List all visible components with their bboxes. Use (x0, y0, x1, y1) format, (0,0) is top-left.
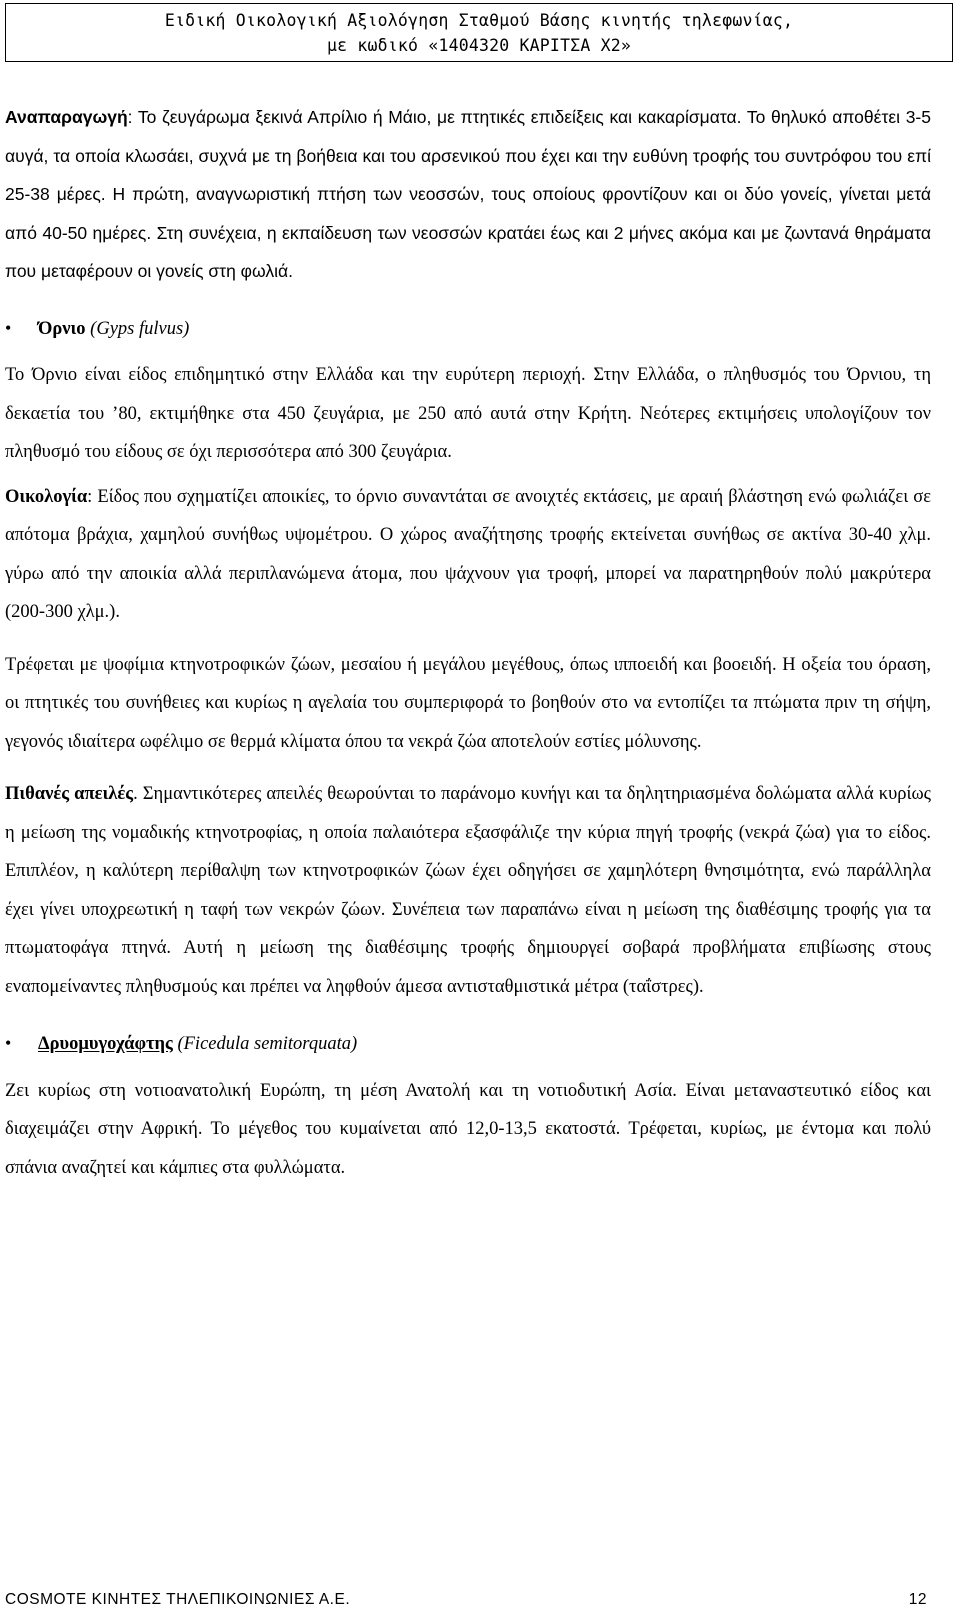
vulture-intro-paragraph: Το Όρνιο είναι είδος επιδημητικό στην Ελλάδα και την ευρύτερη περιοχή. Στην Ελλάδα, ο πληθυσμός του Όρνιου, τη δεκαετία του ’80, εκτιμήθηκε στα 450 ζευγάρια, με 250 από αυτά στην Κρήτη. Νεότερες εκτιμήσεις υπολογίζουν τον πληθυσμό του είδους σε όχι περισσότερα από 300 ζευγάρια. (5, 365, 931, 462)
ecology-text: : Είδος που σχηματίζει αποικίες, το όρνιο συναντάται σε ανοιχτές εκτάσεις, με αραιή βλάστηση ενώ φωλιάζει σε απότομα βράχια, χαμηλού συνήθως υψομέτρου. Ο χώρος αναζήτησης τροφής εκτείνεται συνήθως σε ακτίνα 30-40 χλμ. γύρω από την αποικία αλλά περιπλανώμενα άτομα, που ψάχνουν για τροφή, μπορεί να παρατηρηθούν πολύ μακρύτερα (200-300 χλμ.). (5, 486, 931, 622)
bullet-icon: • (5, 317, 12, 338)
page-header (5, 3, 953, 62)
species-name: Δρυομυγοχάφτης (38, 1034, 173, 1054)
footer-company: COSMOTE ΚΙΝΗΤΕΣ ΤΗΛΕΠΙΚΟΙΝΩΝΙΕΣ Α.Ε. (5, 1591, 351, 1608)
threats-label: Πιθανές απειλές (5, 784, 134, 804)
bullet-icon: • (5, 1033, 12, 1053)
reproduction-text: : Το ζευγάρωμα ξεκινά Απρίλιο ή Μάιο, με πτητικές επιδείξεις και κακαρίσματα. Το θηλυκό αποθέτει 3-5 αυγά, τα οποία κλωσάει, συχνά με τη βοήθεια και του αρσενικού που έχει και την ευθύνη τροφής του συντρόφου του επί 25-38 μέρες. Η πρώτη, αναγνωριστική πτήση των νεοσσών, τους οποίους φροντίζουν και οι δύο γονείς, γίνεται μετά από 40-50 ημέρες. Στη συνέχεια, η εκπαίδευση των νεοσσών κρατάει έως και 2 μήνες ακόμα και με ζωντανά θηράματα που μεταφέρουν οι γονείς στη φωλιά. (5, 107, 931, 281)
reproduction-label: Αναπαραγωγή (5, 107, 128, 127)
page-footer (5, 1591, 931, 1609)
species-name: Όρνιο (38, 318, 86, 339)
species-latin-name: (Ficedula semitorquata) (177, 1034, 358, 1054)
document-body (5, 98, 931, 1187)
ecology-label: Οικολογία (5, 486, 88, 507)
header-title-line1: Ειδική Οικολογική Αξιολόγηση Σταθμού Βάσης κινητής τηλεφωνίας, (164, 11, 794, 30)
header-title-line2: με κωδικό «1404320 ΚΑΡΙΤΣΑ Χ2» (326, 36, 631, 55)
reproduction-paragraph (5, 98, 931, 291)
vulture-ecology-paragraph (5, 478, 931, 632)
species-heading-flycatcher (5, 1024, 931, 1064)
page-number: 12 (908, 1591, 927, 1608)
species-heading-vulture (5, 309, 931, 349)
threats-text: . Σημαντικότερες απειλές θεωρούνται το παράνομο κυνήγι και τα δηλητηριασμένα δολώματα αλλά κυρίως η μείωση της νομαδικής κτηνοτροφίας, η οποία παλαιότερα εξασφάλιζε την κύρια πηγή τροφής (νεκρά ζώα) για το είδος. Επιπλέον, η καλύτερη περίθαλψη των κτηνοτροφικών ζώων έχει οδηγήσει σε χαμηλότερη θνησιμότητα, ενώ παράλληλα έχει γίνει υποχρεωτική η ταφή των νεκρών ζώων. Συνέπεια των παραπάνω είναι η μείωση της διαθέσιμης τροφής για τα πτωματοφάγα πτηνά. Αυτή η μείωση της διαθέσιμης τροφής δημιουργεί σοβαρά προβλήματα επιβίωσης στους εναπομείναντες πληθυσμούς και πρέπει να ληφθούν άμεσα αντισταθμιστικά μέτρα (ταΐστρες). (5, 784, 931, 997)
vulture-feeding-paragraph: Τρέφεται με ψοφίμια κτηνοτροφικών ζώων, μεσαίου ή μεγάλου μεγέθους, όπως ιπποειδή και βοοειδή. Η οξεία του όραση, οι πτητικές του συνήθειες και κυρίως η αγελαία του συμπεριφορά το βοηθούν στο να εντοπίζει τα πτώματα πριν τη σήψη, γεγονός ιδιαίτερα ωφέλιμο σε θερμά κλίματα όπου τα νεκρά ζώα αποτελούν εστίες μόλυνσης. (5, 654, 931, 752)
flycatcher-paragraph: Ζει κυρίως στη νοτιοανατολική Ευρώπη, τη μέση Ανατολή και τη νοτιοδυτική Ασία. Είναι μεταναστευτικό είδος και διαχειμάζει στην Αφρική. Το μέγεθος του κυμαίνεται από 12,0-13,5 εκατοστά. Τρέφεται, κυρίως, με έντομα και πολύ σπάνια αναζητεί και κάμπιες στα φυλλώματα. (5, 1080, 931, 1178)
species-latin-name: (Gyps fulvus) (90, 318, 190, 339)
vulture-threats-paragraph (5, 775, 931, 1006)
